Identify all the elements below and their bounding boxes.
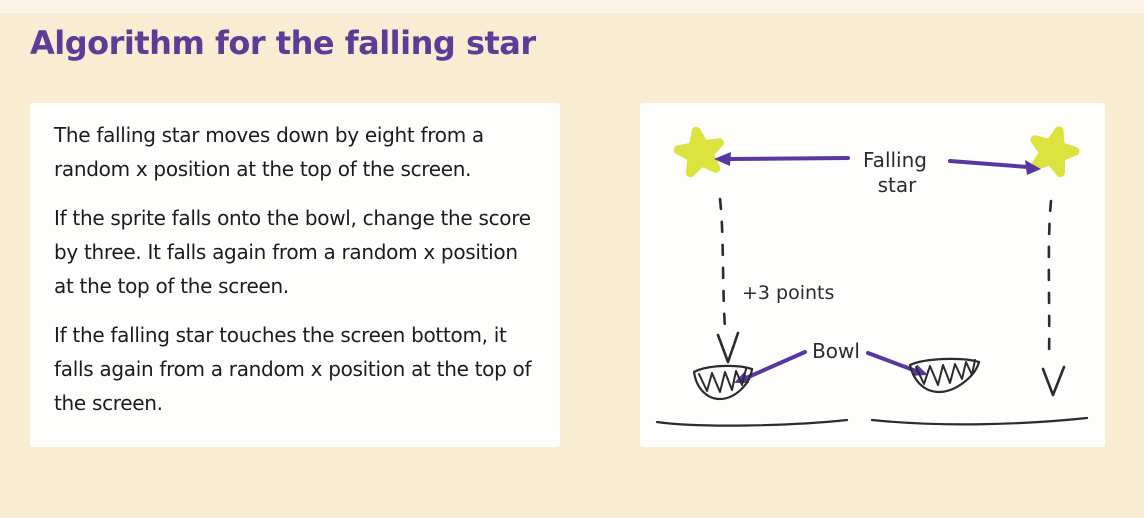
algorithm-paragraph-3: If the falling star touches the screen bottom, it falls again from a random x position at the top of the screen. bbox=[54, 323, 532, 415]
bowl-label: Bowl bbox=[812, 339, 860, 363]
diagram-card bbox=[640, 103, 1105, 447]
left-fall-dashed-line bbox=[720, 199, 725, 329]
bowl-icon-left bbox=[694, 366, 752, 399]
algorithm-paragraph-2: If the sprite falls onto the bowl, change the score by three. It falls again from a random x position at the top of the screen. bbox=[54, 206, 531, 298]
screen-bottom-line-left bbox=[657, 420, 847, 426]
algorithm-text-card bbox=[30, 103, 560, 447]
top-highlight-strip bbox=[0, 0, 1144, 13]
falling-star-label-line1: Falling bbox=[863, 148, 927, 172]
right-fall-arrowhead-icon bbox=[1043, 367, 1064, 395]
falling-star-diagram bbox=[640, 103, 1105, 447]
arrow-to-right-star bbox=[950, 160, 1041, 175]
screen-bottom-line-right bbox=[872, 418, 1087, 424]
page-title: Algorithm for the falling star bbox=[30, 24, 536, 62]
arrow-to-left-star bbox=[714, 152, 848, 166]
left-fall-arrowhead-icon bbox=[718, 333, 738, 362]
right-fall-dashed-line bbox=[1049, 201, 1051, 361]
bowl-icon-right bbox=[910, 359, 979, 392]
algorithm-paragraph-1: The falling star moves down by eight from a random x position at the top of the screen. bbox=[54, 123, 484, 181]
points-label: +3 points bbox=[742, 282, 835, 304]
star-icon-left bbox=[676, 128, 724, 174]
falling-star-label-line2: star bbox=[877, 173, 917, 197]
